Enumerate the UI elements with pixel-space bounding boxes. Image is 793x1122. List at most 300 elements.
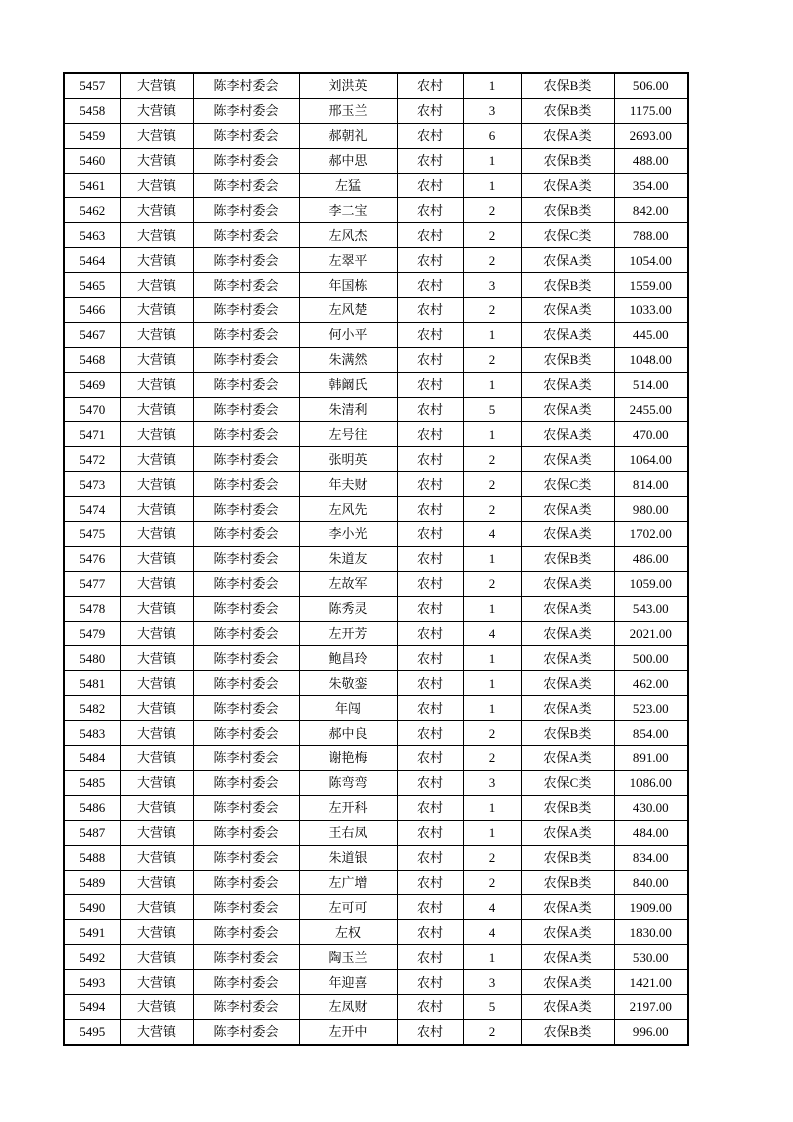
cell-insurance-category: 农保B类 xyxy=(521,845,614,870)
cell-person-name: 年夫财 xyxy=(299,472,397,497)
cell-person-count: 1 xyxy=(463,596,521,621)
cell-person-name: 何小平 xyxy=(299,322,397,347)
cell-residence-type: 农村 xyxy=(397,372,463,397)
cell-insurance-category: 农保B类 xyxy=(521,73,614,98)
cell-residence-type: 农村 xyxy=(397,298,463,323)
cell-residence-type: 农村 xyxy=(397,546,463,571)
cell-amount: 1086.00 xyxy=(614,770,688,795)
cell-serial-number: 5464 xyxy=(64,248,120,273)
cell-serial-number: 5477 xyxy=(64,571,120,596)
cell-town: 大营镇 xyxy=(120,347,193,372)
cell-insurance-category: 农保B类 xyxy=(521,98,614,123)
cell-town: 大营镇 xyxy=(120,522,193,547)
cell-person-count: 5 xyxy=(463,397,521,422)
cell-residence-type: 农村 xyxy=(397,994,463,1019)
cell-amount: 834.00 xyxy=(614,845,688,870)
cell-person-name: 年闯 xyxy=(299,696,397,721)
table-row xyxy=(64,671,688,696)
cell-person-name: 朱清利 xyxy=(299,397,397,422)
table-row xyxy=(64,994,688,1019)
table-row xyxy=(64,223,688,248)
cell-serial-number: 5492 xyxy=(64,945,120,970)
cell-village-committee: 陈李村委会 xyxy=(193,596,299,621)
cell-person-count: 4 xyxy=(463,895,521,920)
cell-insurance-category: 农保B类 xyxy=(521,347,614,372)
cell-serial-number: 5480 xyxy=(64,646,120,671)
cell-village-committee: 陈李村委会 xyxy=(193,994,299,1019)
cell-insurance-category: 农保A类 xyxy=(521,497,614,522)
table-row xyxy=(64,795,688,820)
cell-amount: 891.00 xyxy=(614,746,688,771)
cell-town: 大营镇 xyxy=(120,248,193,273)
cell-residence-type: 农村 xyxy=(397,198,463,223)
table-row xyxy=(64,870,688,895)
cell-person-count: 1 xyxy=(463,73,521,98)
cell-amount: 354.00 xyxy=(614,173,688,198)
cell-village-committee: 陈李村委会 xyxy=(193,895,299,920)
cell-amount: 506.00 xyxy=(614,73,688,98)
cell-town: 大营镇 xyxy=(120,795,193,820)
cell-serial-number: 5489 xyxy=(64,870,120,895)
cell-insurance-category: 农保A类 xyxy=(521,945,614,970)
cell-town: 大营镇 xyxy=(120,298,193,323)
cell-amount: 1909.00 xyxy=(614,895,688,920)
cell-amount: 530.00 xyxy=(614,945,688,970)
cell-town: 大营镇 xyxy=(120,621,193,646)
cell-person-name: 左开科 xyxy=(299,795,397,820)
cell-village-committee: 陈李村委会 xyxy=(193,870,299,895)
cell-village-committee: 陈李村委会 xyxy=(193,148,299,173)
cell-person-name: 李小光 xyxy=(299,522,397,547)
cell-amount: 1175.00 xyxy=(614,98,688,123)
cell-person-name: 郝中思 xyxy=(299,148,397,173)
cell-village-committee: 陈李村委会 xyxy=(193,397,299,422)
table-row xyxy=(64,497,688,522)
cell-person-name: 陈秀灵 xyxy=(299,596,397,621)
cell-village-committee: 陈李村委会 xyxy=(193,372,299,397)
cell-person-count: 2 xyxy=(463,870,521,895)
cell-person-name: 左开中 xyxy=(299,1019,397,1044)
cell-village-committee: 陈李村委会 xyxy=(193,522,299,547)
cell-person-name: 张明英 xyxy=(299,447,397,472)
cell-insurance-category: 农保A类 xyxy=(521,322,614,347)
cell-person-name: 左广增 xyxy=(299,870,397,895)
cell-person-count: 2 xyxy=(463,347,521,372)
cell-residence-type: 农村 xyxy=(397,845,463,870)
cell-village-committee: 陈李村委会 xyxy=(193,273,299,298)
cell-town: 大营镇 xyxy=(120,845,193,870)
table-row xyxy=(64,322,688,347)
cell-person-name: 刘洪英 xyxy=(299,73,397,98)
cell-insurance-category: 农保A类 xyxy=(521,994,614,1019)
cell-serial-number: 5484 xyxy=(64,746,120,771)
table-row xyxy=(64,571,688,596)
cell-amount: 514.00 xyxy=(614,372,688,397)
cell-town: 大营镇 xyxy=(120,895,193,920)
cell-insurance-category: 农保A类 xyxy=(521,621,614,646)
table-row xyxy=(64,945,688,970)
cell-insurance-category: 农保A类 xyxy=(521,920,614,945)
cell-village-committee: 陈李村委会 xyxy=(193,746,299,771)
table-row xyxy=(64,721,688,746)
cell-amount: 854.00 xyxy=(614,721,688,746)
cell-insurance-category: 农保A类 xyxy=(521,820,614,845)
cell-insurance-category: 农保B类 xyxy=(521,198,614,223)
cell-serial-number: 5482 xyxy=(64,696,120,721)
cell-residence-type: 农村 xyxy=(397,447,463,472)
cell-town: 大营镇 xyxy=(120,546,193,571)
cell-amount: 1033.00 xyxy=(614,298,688,323)
cell-amount: 788.00 xyxy=(614,223,688,248)
cell-insurance-category: 农保B类 xyxy=(521,546,614,571)
cell-village-committee: 陈李村委会 xyxy=(193,497,299,522)
cell-serial-number: 5466 xyxy=(64,298,120,323)
cell-insurance-category: 农保B类 xyxy=(521,795,614,820)
cell-town: 大营镇 xyxy=(120,746,193,771)
cell-insurance-category: 农保A类 xyxy=(521,895,614,920)
table-row xyxy=(64,820,688,845)
cell-insurance-category: 农保A类 xyxy=(521,571,614,596)
cell-serial-number: 5490 xyxy=(64,895,120,920)
cell-person-name: 鲍昌玲 xyxy=(299,646,397,671)
cell-village-committee: 陈李村委会 xyxy=(193,472,299,497)
cell-person-name: 朱满然 xyxy=(299,347,397,372)
cell-person-name: 年国栋 xyxy=(299,273,397,298)
cell-town: 大营镇 xyxy=(120,497,193,522)
cell-serial-number: 5494 xyxy=(64,994,120,1019)
cell-person-count: 4 xyxy=(463,621,521,646)
cell-serial-number: 5463 xyxy=(64,223,120,248)
table-row xyxy=(64,970,688,995)
cell-amount: 1064.00 xyxy=(614,447,688,472)
cell-insurance-category: 农保B类 xyxy=(521,273,614,298)
cell-village-committee: 陈李村委会 xyxy=(193,298,299,323)
cell-person-count: 2 xyxy=(463,845,521,870)
cell-person-name: 左号往 xyxy=(299,422,397,447)
cell-amount: 1048.00 xyxy=(614,347,688,372)
table-body xyxy=(64,73,688,1045)
table-row xyxy=(64,546,688,571)
cell-residence-type: 农村 xyxy=(397,870,463,895)
table-row xyxy=(64,646,688,671)
cell-serial-number: 5491 xyxy=(64,920,120,945)
cell-person-name: 谢艳梅 xyxy=(299,746,397,771)
cell-residence-type: 农村 xyxy=(397,497,463,522)
cell-town: 大营镇 xyxy=(120,994,193,1019)
register-table-sheet xyxy=(63,72,689,1046)
cell-town: 大营镇 xyxy=(120,646,193,671)
cell-insurance-category: 农保A类 xyxy=(521,746,614,771)
cell-person-name: 左风楚 xyxy=(299,298,397,323)
cell-person-count: 2 xyxy=(463,571,521,596)
cell-person-name: 年迎喜 xyxy=(299,970,397,995)
cell-person-name: 左开芳 xyxy=(299,621,397,646)
cell-village-committee: 陈李村委会 xyxy=(193,173,299,198)
cell-town: 大营镇 xyxy=(120,945,193,970)
cell-amount: 1059.00 xyxy=(614,571,688,596)
table-row xyxy=(64,770,688,795)
cell-town: 大营镇 xyxy=(120,98,193,123)
cell-serial-number: 5483 xyxy=(64,721,120,746)
cell-residence-type: 农村 xyxy=(397,895,463,920)
table-row xyxy=(64,198,688,223)
cell-town: 大营镇 xyxy=(120,198,193,223)
cell-insurance-category: 农保A类 xyxy=(521,970,614,995)
cell-person-count: 1 xyxy=(463,546,521,571)
cell-person-count: 3 xyxy=(463,98,521,123)
cell-residence-type: 农村 xyxy=(397,820,463,845)
table-row xyxy=(64,596,688,621)
cell-person-count: 2 xyxy=(463,447,521,472)
cell-person-count: 6 xyxy=(463,123,521,148)
cell-insurance-category: 农保A类 xyxy=(521,248,614,273)
cell-village-committee: 陈李村委会 xyxy=(193,671,299,696)
cell-person-name: 左翠平 xyxy=(299,248,397,273)
cell-residence-type: 农村 xyxy=(397,621,463,646)
cell-person-name: 左可可 xyxy=(299,895,397,920)
cell-residence-type: 农村 xyxy=(397,770,463,795)
cell-village-committee: 陈李村委会 xyxy=(193,621,299,646)
cell-amount: 445.00 xyxy=(614,322,688,347)
cell-insurance-category: 农保A类 xyxy=(521,646,614,671)
cell-person-count: 2 xyxy=(463,497,521,522)
cell-person-count: 3 xyxy=(463,970,521,995)
cell-village-committee: 陈李村委会 xyxy=(193,123,299,148)
cell-village-committee: 陈李村委会 xyxy=(193,546,299,571)
cell-residence-type: 农村 xyxy=(397,1019,463,1044)
cell-town: 大营镇 xyxy=(120,696,193,721)
cell-insurance-category: 农保A类 xyxy=(521,173,614,198)
cell-amount: 996.00 xyxy=(614,1019,688,1044)
cell-serial-number: 5465 xyxy=(64,273,120,298)
cell-amount: 430.00 xyxy=(614,795,688,820)
cell-person-name: 李二宝 xyxy=(299,198,397,223)
table-row xyxy=(64,522,688,547)
cell-town: 大营镇 xyxy=(120,397,193,422)
cell-serial-number: 5479 xyxy=(64,621,120,646)
cell-person-count: 1 xyxy=(463,671,521,696)
cell-residence-type: 农村 xyxy=(397,397,463,422)
table-row xyxy=(64,347,688,372)
cell-amount: 980.00 xyxy=(614,497,688,522)
cell-village-committee: 陈李村委会 xyxy=(193,571,299,596)
cell-person-name: 左风先 xyxy=(299,497,397,522)
cell-residence-type: 农村 xyxy=(397,646,463,671)
cell-village-committee: 陈李村委会 xyxy=(193,945,299,970)
cell-amount: 1054.00 xyxy=(614,248,688,273)
cell-town: 大营镇 xyxy=(120,770,193,795)
cell-amount: 470.00 xyxy=(614,422,688,447)
cell-serial-number: 5460 xyxy=(64,148,120,173)
cell-serial-number: 5475 xyxy=(64,522,120,547)
cell-person-count: 1 xyxy=(463,820,521,845)
table-row xyxy=(64,73,688,98)
table-row xyxy=(64,248,688,273)
cell-insurance-category: 农保A类 xyxy=(521,696,614,721)
cell-person-count: 2 xyxy=(463,1019,521,1044)
cell-village-committee: 陈李村委会 xyxy=(193,721,299,746)
table-row xyxy=(64,123,688,148)
cell-insurance-category: 农保A类 xyxy=(521,422,614,447)
cell-serial-number: 5486 xyxy=(64,795,120,820)
cell-town: 大营镇 xyxy=(120,447,193,472)
cell-insurance-category: 农保A类 xyxy=(521,372,614,397)
cell-person-name: 朱敬銮 xyxy=(299,671,397,696)
cell-insurance-category: 农保B类 xyxy=(521,1019,614,1044)
cell-person-name: 左凤财 xyxy=(299,994,397,1019)
cell-amount: 543.00 xyxy=(614,596,688,621)
cell-insurance-category: 农保C类 xyxy=(521,223,614,248)
cell-person-count: 1 xyxy=(463,696,521,721)
cell-person-name: 韩阚氏 xyxy=(299,372,397,397)
cell-residence-type: 农村 xyxy=(397,148,463,173)
cell-serial-number: 5488 xyxy=(64,845,120,870)
table-row xyxy=(64,422,688,447)
cell-amount: 2455.00 xyxy=(614,397,688,422)
cell-person-name: 左权 xyxy=(299,920,397,945)
cell-town: 大营镇 xyxy=(120,970,193,995)
cell-serial-number: 5474 xyxy=(64,497,120,522)
cell-serial-number: 5467 xyxy=(64,322,120,347)
cell-village-committee: 陈李村委会 xyxy=(193,845,299,870)
cell-serial-number: 5458 xyxy=(64,98,120,123)
cell-person-count: 2 xyxy=(463,198,521,223)
cell-insurance-category: 农保A类 xyxy=(521,397,614,422)
cell-serial-number: 5487 xyxy=(64,820,120,845)
cell-serial-number: 5481 xyxy=(64,671,120,696)
cell-serial-number: 5471 xyxy=(64,422,120,447)
cell-person-count: 1 xyxy=(463,148,521,173)
cell-insurance-category: 农保C类 xyxy=(521,770,614,795)
cell-person-name: 邢玉兰 xyxy=(299,98,397,123)
cell-amount: 2197.00 xyxy=(614,994,688,1019)
cell-person-name: 陈弯弯 xyxy=(299,770,397,795)
cell-person-count: 2 xyxy=(463,223,521,248)
cell-serial-number: 5469 xyxy=(64,372,120,397)
cell-town: 大营镇 xyxy=(120,671,193,696)
cell-amount: 500.00 xyxy=(614,646,688,671)
table-row xyxy=(64,273,688,298)
table-row xyxy=(64,746,688,771)
cell-residence-type: 农村 xyxy=(397,422,463,447)
cell-insurance-category: 农保B类 xyxy=(521,721,614,746)
table-row xyxy=(64,98,688,123)
cell-town: 大营镇 xyxy=(120,920,193,945)
cell-town: 大营镇 xyxy=(120,472,193,497)
cell-village-committee: 陈李村委会 xyxy=(193,1019,299,1044)
cell-residence-type: 农村 xyxy=(397,322,463,347)
cell-town: 大营镇 xyxy=(120,273,193,298)
cell-town: 大营镇 xyxy=(120,322,193,347)
cell-residence-type: 农村 xyxy=(397,123,463,148)
cell-serial-number: 5478 xyxy=(64,596,120,621)
cell-person-name: 王右凤 xyxy=(299,820,397,845)
cell-amount: 1559.00 xyxy=(614,273,688,298)
cell-person-count: 2 xyxy=(463,472,521,497)
cell-residence-type: 农村 xyxy=(397,98,463,123)
cell-village-committee: 陈李村委会 xyxy=(193,223,299,248)
cell-town: 大营镇 xyxy=(120,596,193,621)
cell-amount: 1830.00 xyxy=(614,920,688,945)
cell-village-committee: 陈李村委会 xyxy=(193,970,299,995)
cell-town: 大营镇 xyxy=(120,422,193,447)
cell-residence-type: 农村 xyxy=(397,472,463,497)
cell-village-committee: 陈李村委会 xyxy=(193,770,299,795)
cell-residence-type: 农村 xyxy=(397,596,463,621)
cell-village-committee: 陈李村委会 xyxy=(193,447,299,472)
cell-village-committee: 陈李村委会 xyxy=(193,98,299,123)
cell-serial-number: 5462 xyxy=(64,198,120,223)
cell-serial-number: 5493 xyxy=(64,970,120,995)
cell-town: 大营镇 xyxy=(120,372,193,397)
cell-residence-type: 农村 xyxy=(397,795,463,820)
table-row xyxy=(64,397,688,422)
cell-person-name: 左猛 xyxy=(299,173,397,198)
cell-town: 大营镇 xyxy=(120,721,193,746)
table-row xyxy=(64,621,688,646)
cell-person-count: 3 xyxy=(463,770,521,795)
cell-insurance-category: 农保A类 xyxy=(521,447,614,472)
cell-insurance-category: 农保C类 xyxy=(521,472,614,497)
table-row xyxy=(64,895,688,920)
cell-person-name: 郝中良 xyxy=(299,721,397,746)
cell-person-count: 2 xyxy=(463,298,521,323)
cell-person-count: 1 xyxy=(463,173,521,198)
cell-person-count: 1 xyxy=(463,372,521,397)
cell-serial-number: 5457 xyxy=(64,73,120,98)
cell-residence-type: 农村 xyxy=(397,571,463,596)
cell-person-count: 1 xyxy=(463,945,521,970)
table-row xyxy=(64,1019,688,1044)
cell-serial-number: 5470 xyxy=(64,397,120,422)
cell-person-count: 1 xyxy=(463,422,521,447)
cell-town: 大营镇 xyxy=(120,173,193,198)
cell-amount: 2693.00 xyxy=(614,123,688,148)
cell-amount: 814.00 xyxy=(614,472,688,497)
cell-amount: 2021.00 xyxy=(614,621,688,646)
cell-village-committee: 陈李村委会 xyxy=(193,73,299,98)
cell-amount: 484.00 xyxy=(614,820,688,845)
cell-amount: 1702.00 xyxy=(614,522,688,547)
cell-insurance-category: 农保B类 xyxy=(521,148,614,173)
cell-village-committee: 陈李村委会 xyxy=(193,322,299,347)
cell-amount: 488.00 xyxy=(614,148,688,173)
insurance-register-table xyxy=(63,72,689,1046)
cell-person-name: 朱道友 xyxy=(299,546,397,571)
cell-person-name: 朱道银 xyxy=(299,845,397,870)
table-row xyxy=(64,372,688,397)
cell-residence-type: 农村 xyxy=(397,721,463,746)
cell-residence-type: 农村 xyxy=(397,273,463,298)
cell-insurance-category: 农保A类 xyxy=(521,671,614,696)
cell-residence-type: 农村 xyxy=(397,945,463,970)
table-row xyxy=(64,173,688,198)
cell-residence-type: 农村 xyxy=(397,696,463,721)
cell-person-name: 左故军 xyxy=(299,571,397,596)
cell-serial-number: 5495 xyxy=(64,1019,120,1044)
table-row xyxy=(64,148,688,173)
cell-person-name: 郝朝礼 xyxy=(299,123,397,148)
cell-town: 大营镇 xyxy=(120,73,193,98)
cell-amount: 462.00 xyxy=(614,671,688,696)
cell-insurance-category: 农保A类 xyxy=(521,123,614,148)
cell-residence-type: 农村 xyxy=(397,522,463,547)
cell-village-committee: 陈李村委会 xyxy=(193,820,299,845)
cell-residence-type: 农村 xyxy=(397,223,463,248)
cell-person-count: 1 xyxy=(463,322,521,347)
table-row xyxy=(64,472,688,497)
cell-insurance-category: 农保A类 xyxy=(521,596,614,621)
